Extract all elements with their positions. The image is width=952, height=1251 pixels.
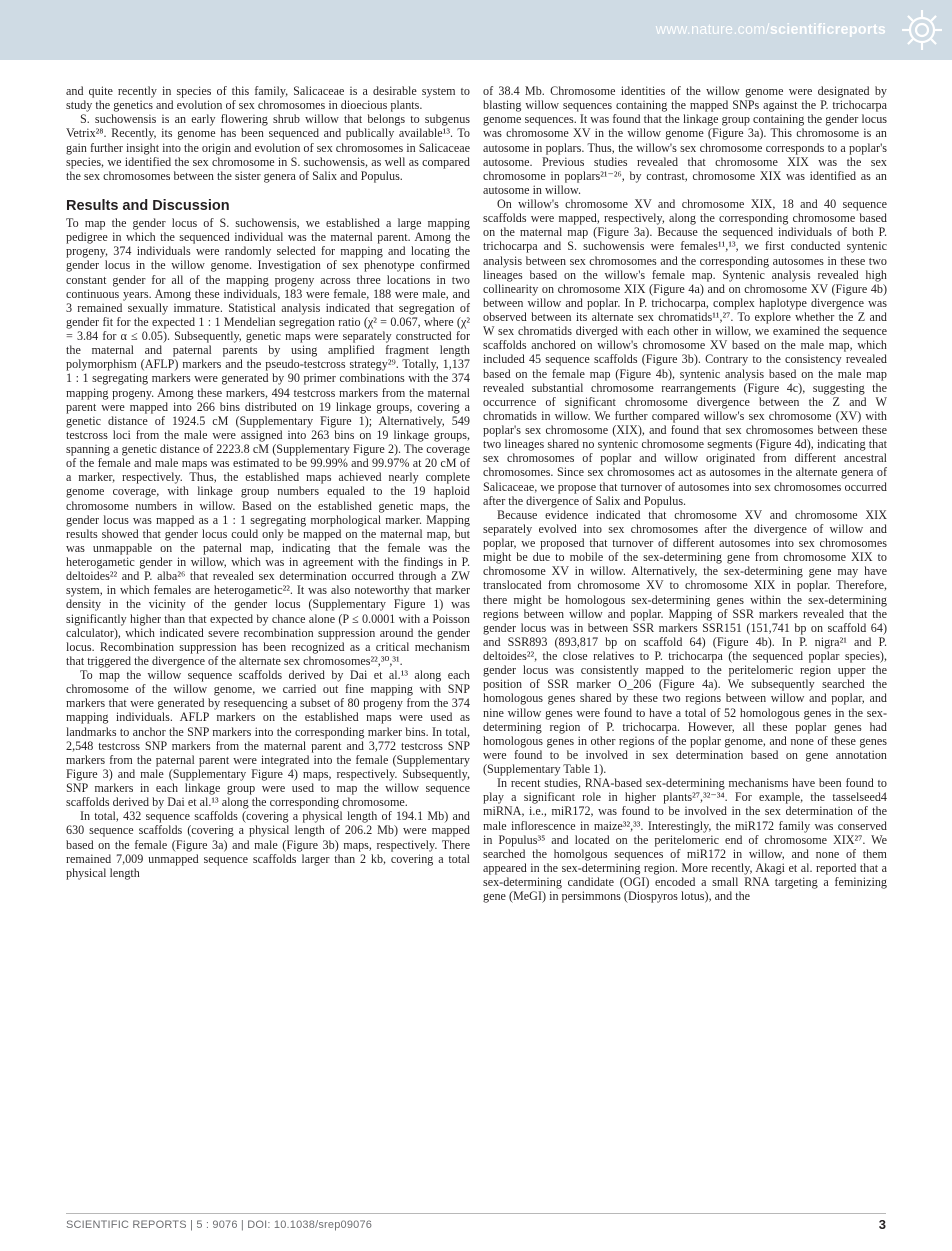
left-column (66, 84, 470, 880)
left-paragraph-1: and quite recently in species of this family, Salicaceae is a desirable system to study the genetics and evolution of sex chromosomes in dioecious plants. (66, 84, 470, 113)
right-column (483, 84, 887, 903)
footer-divider (66, 1213, 886, 1214)
footer-citation: SCIENTIFIC REPORTS | 5 : 9076 | DOI: 10.1038/srep09076 (66, 1219, 373, 1231)
right-paragraph-4: In recent studies, RNA-based sex-determining mechanisms have been found to play a significant role in higher plants²⁷,³²⁻³⁴. For example, the tasselseed4 miRNA, i.e., miR172, was found to be involved in the sex determination of the male inflorescence in maize³²,³³. Interestingly, the miR172 family was conserved in Populus³⁵ and located on the peritelomeric end of chromosome XIX²⁷. We searched the homolgous sequences of miR172 in willow, and none of them appeared in the sex-determining region. More recently, Akagi et al. reported that a sex-determining candidate (OGI) encoded a small RNA targeting a feminizing gene (MeGI) in persimmons (Diospyros lotus), and the (483, 776, 887, 904)
section-heading: Results and Discussion (66, 197, 230, 214)
left-paragraph-2: S. suchowensis is an early flowering shrub willow that belongs to subgenus Vetrix²⁸. Recently, its genome has been sequenced and publically available¹³. To gain further insight into the origin and evolution of sex chromosomes in Salicaceae species, we identified the sex chromosome in S. suchowensis, as well as compared the sex chromosomes between the sister genera of Salix and Populus. (66, 112, 470, 183)
right-paragraph-3: Because evidence indicated that chromosome XV and chromosome XIX separately evolved into sex chromosomes after the divergence of willow and poplar, we proposed that turnover of different autosomes into sex chromosomes might be due to mobile of the sex-determining gene from chromosome XIX to chromosome XV in willow. Alternatively, the sex-determining gene may have translocated from chromosome XV to chromosome XIX in poplar. Therefore, there might be homologous sex-determining genes within the sex-determining regions between willow and poplar. Mapping of SSR markers revealed that the gender locus was in between SSR markers SSR151 (151,741 bp on scaffold 64) and SSR893 (893,817 bp on scaffold 64) (Figure 4b). In P. nigra²¹ and P. deltoides²², the close relatives to P. trichocarpa (the sequenced poplar species), gender locus was consistently mapped to the peritelomeric region upper the position of SSR marker O_206 (Figure 4a). We subsequently searched the homologous genes shared by these two regions between willow and poplar, and nine willow genes were found to have a total of 52 homologous genes in the sex-determining region of P. trichocarpa. However, all these poplar genes had homologous genes in other regions of the poplar genome, and none of these genes were found to be involved in sex determination based on gene annotation (Supplementary Table 1). (483, 507, 887, 776)
left-paragraph-4: To map the willow sequence scaffolds derived by Dai et al.¹³ along each chromosome of the willow genome, we carried out fine mapping with SNP markers that were generated by resequencing a subset of 80 progeny from the 374 mapping individuals. AFLP markers on the established maps were used as landmarks to anchor the SNP markers into the corresponding marker bins. In total, 2,548 testcross SNP markers from the maternal parent and 3,772 testcross SNP markers from the paternal parent were integrated into the female (Supplementary Figure 3) and male (Supplementary Figure 4) maps, respectively. Subsequently, SNP markers in each linkage group were used to map the willow sequence scaffolds derived by Dai et al.¹³ along the corresponding chromosome. (66, 668, 470, 810)
left-paragraph-3: To map the gender locus of S. suchowensis, we established a large mapping pedigree in which the sequenced individual was the maternal parent. Among the progeny, 374 individuals were randomly selected for mapping and locating the gender locus in the willow genome. Investigation of sex phenotype confirmed constant gender for all of the mapping progeny across three locations in two continuous years. Among these individuals, 183 were female, 188 were male, and 3 remained sexually immature. Statistical analysis indicated that segregation of gender fit for the expected 1 : 1 Mendelian segregation ratio (χ² = 0.067, where (χ² = 3.84 for α ≤ 0.05). Subsequently, genetic maps were separately constructed for the maternal and paternal parents by using amplified fragment length polymorphism (AFLP) markers and the pseudo-testcross strategy²⁹. Totally, 1,137 1 : 1 segregating markers were generated by 90 primer combinations with the 374 mapping progeny. Among these markers, 494 testcross markers from the maternal parent were mapped into 266 bins distributed on 19 linkage groups, covering a genetic distance of 1924.5 cM (Supplementary Figure 1); Alternatively, 549 testcross loci from the male were assigned into 263 bins on 19 linkage groups, spanning a genetic distance of 2223.8 cM (Supplementary Figure 2). The coverage of the female and male maps was estimated to be 99.99% and 99.97% at 20 cM of a marker, respectively. Thus, the established maps achieved nearly complete genome coverage, with linkage group numbers equaled to the 19 haploid chromosome numbers in willow. Based on the established genetic maps, the gender locus was mapped as a 1 : 1 segregating morphological marker. Mapping results showed that gender locus could only be mapped on the maternal map, but was unmappable on the paternal map, indicating that the female was the heterogametic gender in willow, which was in agreement with the findings in P. deltoides²² and P. alba²⁶ that revealed sex determination occurred through a ZW system, in which females are heterogametic²². It was also noteworthy that marker density in the vicinity of the gender locus (Supplementary Figure 1) was significantly higher than that expected by chance alone (P ≤ 0.0001 with a Poisson calculator), which indicated severe recombination suppression around the gender locus. Recombination suppression has been recognized as a critical mechanism that triggered the divergence of the alternate sex chromosomes²²,³⁰,³¹. (66, 216, 470, 668)
right-paragraph-2: On willow's chromosome XV and chromosome XIX, 18 and 40 sequence scaffolds were mapped, respectively, along the corresponding chromosome based on the maternal map (Figure 3a). Because the sequenced individuals of both P. trichocarpa and S. suchowensis were females¹¹,¹³, we first conducted syntenic analysis between sex chromosomes and the corresponding autosomes in these two lineages based on the willow's female map. Syntenic analysis revealed high collinearity on chromosome XIX (Figure 4a) and on chromosome XV (Figure 4b) between willow and poplar. In P. trichocarpa, complex haplotype divergence was observed between its alternate sex chromatids¹¹,²⁷. To explore whether the Z and W sex chromatids diverged with each other in willow, we examined the sequence scaffolds anchored on willow's chromosome XV based on the male map, which included 45 sequence scaffolds (Figure 3b). Contrary to the consistency revealed based on the female map (Figure 4b), syntenic analysis based on the male map revealed substantial chromosome rearrangements (Figure 4c), suggesting the occurrence of significant chromosome divergence between the Z and W chromatids in willow. We further compared willow's sex chromosome (XV) with poplar's sex chromosome (XIX), and found that sex chromosomes between these two lineages shared no syntenic chromosome segments (Figure 4d), indicating that sex chromosomes of poplar and willow originated from different ancestral chromosomes. Since sex chromosomes act as autosomes in the alternate genera of Salicaceae, we propose that turnover of autosomes into sex chromosomes occurred after the divergence of Salix and Populus. (483, 197, 887, 508)
page-number: 3 (878, 1217, 886, 1232)
url-prefix: www.nature.com/ (655, 22, 770, 38)
gear-icon (900, 8, 944, 52)
right-paragraph-1: of 38.4 Mb. Chromosome identities of the willow genome were designated by blasting willow sequences containing the mapped SNPs against the P. trichocarpa genome sequences. It was found that the linkage group containing the gender locus was chromosome XV in the willow genome (Figure 3a). This chromosome is an autosome in poplars. Thus, the willow's sex chromosome corresponds to a poplar's autosome. Previous studies revealed that chromosome XIX was the sex chromosome in poplars²¹⁻²⁶, by contrast, chromosome XIX was identified as an autosome in willow. (483, 84, 887, 197)
left-paragraph-5: In total, 432 sequence scaffolds (covering a physical length of 194.1 Mb) and 630 sequence scaffolds (covering a physical length of 206.2 Mb) were mapped based on the female (Figure 3a) and male (Figure 3b) maps, respectively. There remained 7,009 unmapped sequence scaffolds larger than 2 kb, covering a total physical length (66, 809, 470, 880)
journal-url[interactable] (656, 22, 886, 38)
url-bold: scientificreports (769, 22, 886, 38)
